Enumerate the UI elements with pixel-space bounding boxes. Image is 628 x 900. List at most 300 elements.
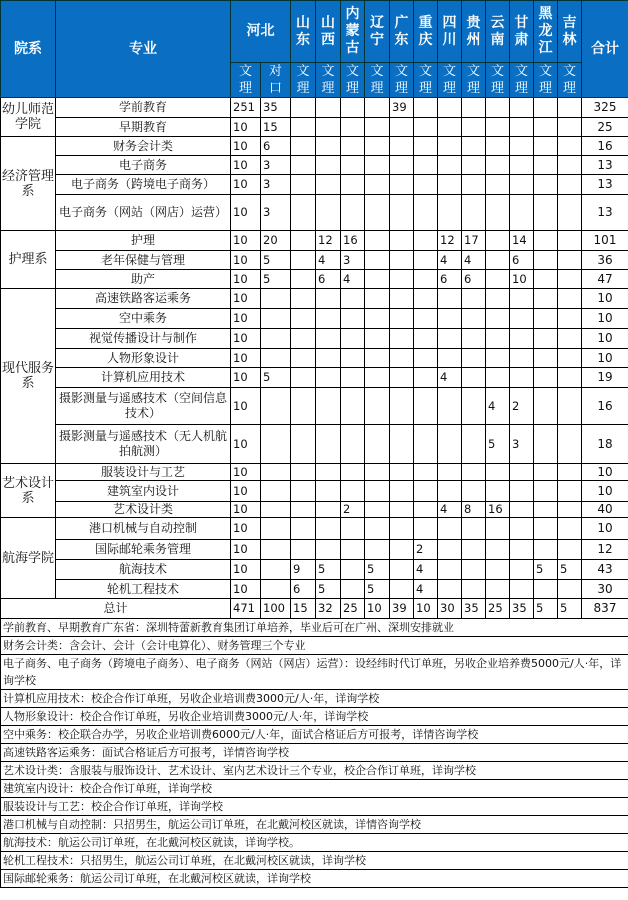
quota-cell [261,540,291,560]
quota-cell [261,502,291,518]
quota-cell [558,251,582,270]
quota-cell [438,175,462,195]
quota-cell [365,251,390,270]
quota-cell [341,137,365,156]
quota-cell [438,349,462,368]
quota-cell [390,289,414,309]
quota-cell [534,98,558,118]
quota-cell [261,349,291,368]
header-subject-type: 文理 [414,63,438,98]
quota-cell: 10 [231,156,261,175]
quota-cell [534,137,558,156]
quota-cell [486,464,510,481]
quota-cell: 4 [414,580,438,599]
quota-cell [534,464,558,481]
quota-cell [261,560,291,580]
quota-cell [486,580,510,599]
quota-cell: 4 [341,270,365,289]
major-name: 护理 [56,231,231,251]
quota-cell [316,175,341,195]
quota-cell: 5 [365,580,390,599]
quota-cell [486,329,510,349]
quota-cell [316,502,341,518]
quota-cell [462,540,486,560]
summary-label: 总计 [1,599,231,619]
department-cell: 现代服务系 [1,289,56,464]
quota-cell [291,388,316,425]
row-total: 43 [582,560,628,580]
summary-cell: 39 [390,599,414,619]
quota-cell [438,464,462,481]
table-row [1,502,628,518]
quota-cell: 251 [231,98,261,118]
table-row [1,518,628,540]
quota-cell [414,425,438,464]
quota-cell: 17 [462,231,486,251]
quota-cell [462,388,486,425]
header-province: 山西 [316,1,341,63]
quota-cell [486,309,510,329]
quota-cell [438,309,462,329]
quota-cell: 6 [510,251,534,270]
quota-cell [390,118,414,137]
quota-cell: 10 [231,329,261,349]
quota-cell [341,195,365,231]
major-name: 财务会计类 [56,137,231,156]
quota-cell [438,518,462,540]
quota-cell [365,195,390,231]
quota-cell [486,560,510,580]
major-name: 计算机应用技术 [56,368,231,388]
note-row [1,744,628,762]
quota-cell [291,156,316,175]
quota-cell [558,175,582,195]
header-subject-type: 文理 [341,63,365,98]
table-row [1,251,628,270]
table-row [1,464,628,481]
major-name: 建筑室内设计 [56,481,231,502]
quota-cell: 5 [365,560,390,580]
header-subject-type: 文理 [462,63,486,98]
quota-cell [438,425,462,464]
quota-cell [534,425,558,464]
major-name: 港口机械与自动控制 [56,518,231,540]
quota-cell: 5 [316,580,341,599]
quota-cell [510,560,534,580]
note-text: 人物形象设计：校企合作订单班，另收企业培训费3000元/人·年，详询学校 [1,708,628,726]
quota-cell [390,309,414,329]
quota-cell [438,560,462,580]
quota-cell [462,518,486,540]
major-name: 航海技术 [56,560,231,580]
quota-cell [414,231,438,251]
department-cell: 幼儿师范学院 [1,98,56,137]
header-province: 内蒙古 [341,1,365,63]
quota-cell [316,540,341,560]
quota-cell [510,368,534,388]
quota-cell [534,540,558,560]
quota-cell [486,231,510,251]
quota-cell [341,580,365,599]
quota-cell: 2 [341,502,365,518]
note-text: 航海技术：航运公司订单班，在北戴河校区就读，详询学校。 [1,834,628,852]
table-row [1,560,628,580]
quota-cell [365,425,390,464]
quota-cell [558,425,582,464]
quota-cell [510,156,534,175]
note-row [1,852,628,870]
quota-cell: 10 [231,481,261,502]
quota-cell: 10 [231,540,261,560]
quota-cell [390,349,414,368]
quota-cell [365,502,390,518]
quota-cell [462,368,486,388]
quota-cell [462,289,486,309]
note-row [1,762,628,780]
quota-cell [291,464,316,481]
quota-cell [414,118,438,137]
quota-cell: 16 [486,502,510,518]
quota-cell [365,518,390,540]
quota-cell [534,580,558,599]
major-name: 空中乘务 [56,309,231,329]
summary-cell: 471 [231,599,261,619]
quota-cell [316,368,341,388]
table-row [1,195,628,231]
table-row [1,175,628,195]
header-province: 云南 [486,1,510,63]
quota-cell [365,329,390,349]
quota-cell [558,137,582,156]
table-row [1,231,628,251]
table-row [1,349,628,368]
quota-cell [486,118,510,137]
note-text: 港口机械与自动控制：只招男生，航运公司订单班，在北戴河校区就读，详情咨询学校 [1,816,628,834]
quota-cell [341,425,365,464]
header-province: 重庆 [414,1,438,63]
quota-cell [291,368,316,388]
quota-cell [261,518,291,540]
quota-cell [365,156,390,175]
quota-cell [291,270,316,289]
quota-cell [462,175,486,195]
header-subject-type: 文理 [231,63,261,98]
quota-cell [390,425,414,464]
note-row [1,798,628,816]
major-name: 人物形象设计 [56,349,231,368]
note-row [1,870,628,888]
quota-cell [534,156,558,175]
quota-cell [390,481,414,502]
header-dept: 院系 [1,1,56,98]
quota-cell [291,175,316,195]
quota-cell [510,137,534,156]
quota-cell [390,540,414,560]
row-total: 40 [582,502,628,518]
note-text: 电子商务、电子商务（跨境电子商务）、电子商务（网站（网店）运营）：设经纬时代订单班，另收企业培养费5000元/人·年，详询学校 [1,655,628,690]
quota-cell [462,464,486,481]
quota-cell [438,580,462,599]
quota-cell [365,309,390,329]
quota-cell [291,425,316,464]
quota-cell [534,289,558,309]
quota-cell [534,518,558,540]
quota-cell [390,195,414,231]
summary-cell: 10 [414,599,438,619]
quota-cell [261,289,291,309]
quota-cell [414,195,438,231]
quota-cell [316,388,341,425]
quota-cell [438,388,462,425]
major-name: 学前教育 [56,98,231,118]
quota-cell [414,481,438,502]
quota-cell [261,464,291,481]
quota-cell [534,118,558,137]
summary-cell: 32 [316,599,341,619]
row-total: 36 [582,251,628,270]
quota-cell [341,349,365,368]
quota-cell [462,309,486,329]
quota-cell [365,349,390,368]
quota-cell: 10 [231,518,261,540]
summary-cell: 10 [365,599,390,619]
major-name: 视觉传播设计与制作 [56,329,231,349]
quota-cell [558,481,582,502]
row-total: 30 [582,580,628,599]
quota-cell [486,540,510,560]
quota-cell [438,481,462,502]
quota-cell [291,518,316,540]
quota-cell [365,464,390,481]
header-subject-type: 文理 [365,63,390,98]
quota-cell [414,289,438,309]
quota-cell [534,195,558,231]
quota-cell [558,270,582,289]
quota-cell [341,289,365,309]
header-province: 广东 [390,1,414,63]
quota-cell [291,481,316,502]
quota-cell [341,309,365,329]
quota-cell: 12 [316,231,341,251]
quota-cell [534,309,558,329]
department-cell: 艺术设计系 [1,464,56,518]
summary-cell: 5 [558,599,582,619]
quota-cell [558,502,582,518]
quota-cell [486,251,510,270]
quota-cell [414,98,438,118]
quota-cell [438,329,462,349]
quota-cell [558,156,582,175]
grand-total: 837 [582,599,628,619]
major-name: 轮机工程技术 [56,580,231,599]
quota-cell [510,98,534,118]
header-subject-type: 文理 [534,63,558,98]
quota-cell [534,368,558,388]
quota-cell [341,388,365,425]
quota-cell [558,98,582,118]
quota-cell [558,231,582,251]
quota-cell [316,118,341,137]
note-text: 计算机应用技术：校企合作订单班，另收企业培训费3000元/人·年，详询学校 [1,690,628,708]
quota-cell [316,98,341,118]
quota-cell [534,388,558,425]
quota-cell [414,251,438,270]
quota-cell [558,518,582,540]
quota-cell [558,540,582,560]
quota-cell [462,118,486,137]
header-subject-type: 文理 [510,63,534,98]
quota-cell [534,270,558,289]
quota-cell [316,289,341,309]
quota-cell: 4 [438,502,462,518]
quota-cell [390,580,414,599]
quota-cell: 35 [261,98,291,118]
quota-cell [486,156,510,175]
quota-cell [365,231,390,251]
quota-cell [291,98,316,118]
row-total: 12 [582,540,628,560]
header-province: 黑龙江 [534,1,558,63]
quota-cell [462,329,486,349]
quota-cell: 10 [231,195,261,231]
quota-cell [510,464,534,481]
quota-cell [291,349,316,368]
note-text: 艺术设计类：含服装与服饰设计、艺术设计、室内艺术设计三个专业，校企合作订单班，详询学校 [1,762,628,780]
row-total: 13 [582,175,628,195]
quota-cell [486,368,510,388]
header-subject-type: 文理 [390,63,414,98]
quota-cell [414,502,438,518]
table-row [1,481,628,502]
quota-cell [486,270,510,289]
quota-cell [291,540,316,560]
row-total: 10 [582,309,628,329]
quota-cell [316,425,341,464]
quota-cell [390,502,414,518]
quota-cell [291,118,316,137]
quota-cell [365,270,390,289]
row-total: 10 [582,289,628,309]
row-total: 325 [582,98,628,118]
quota-cell [510,289,534,309]
header-province: 吉林 [558,1,582,63]
quota-cell: 6 [316,270,341,289]
quota-cell [510,481,534,502]
quota-cell [462,156,486,175]
quota-cell: 4 [414,560,438,580]
quota-cell [414,518,438,540]
table-row [1,137,628,156]
table-row [1,425,628,464]
header-subject-type: 文理 [438,63,462,98]
quota-cell: 3 [341,251,365,270]
quota-cell [261,425,291,464]
quota-cell: 5 [261,270,291,289]
major-name: 电子商务（跨境电子商务） [56,175,231,195]
quota-cell [438,540,462,560]
quota-cell [341,329,365,349]
major-name: 国际邮轮乘务管理 [56,540,231,560]
quota-cell [558,289,582,309]
quota-cell: 10 [231,118,261,137]
quota-cell: 4 [462,251,486,270]
major-name: 助产 [56,270,231,289]
quota-cell: 4 [316,251,341,270]
row-total: 10 [582,349,628,368]
header-province: 贵州 [462,1,486,63]
quota-cell [365,388,390,425]
quota-cell [414,175,438,195]
row-total: 10 [582,464,628,481]
quota-cell [438,137,462,156]
header-total: 合计 [582,1,628,98]
note-text: 国际邮轮乘务：航运公司订单班，在北戴河校区就读，详询学校 [1,870,628,888]
quota-cell [558,368,582,388]
major-name: 摄影测量与遥感技术（无人机航拍航测） [56,425,231,464]
summary-row [1,599,628,619]
quota-cell: 10 [231,388,261,425]
quota-cell [534,349,558,368]
header-subject-type: 文理 [558,63,582,98]
quota-cell [341,118,365,137]
quota-cell [341,540,365,560]
quota-cell [486,481,510,502]
quota-cell: 5 [486,425,510,464]
quota-cell [414,464,438,481]
summary-cell: 25 [486,599,510,619]
quota-cell [534,502,558,518]
quota-cell [510,195,534,231]
row-total: 10 [582,329,628,349]
row-total: 10 [582,481,628,502]
quota-cell [365,175,390,195]
quota-cell [390,175,414,195]
quota-cell: 3 [510,425,534,464]
quota-cell [261,329,291,349]
quota-cell [510,540,534,560]
quota-cell: 4 [438,368,462,388]
header-major: 专业 [56,1,231,98]
major-name: 艺术设计类 [56,502,231,518]
quota-cell [291,309,316,329]
quota-cell [316,156,341,175]
table-row [1,329,628,349]
quota-cell [316,349,341,368]
quota-cell [365,137,390,156]
header-province: 辽宁 [365,1,390,63]
quota-cell [390,518,414,540]
quota-cell: 10 [231,137,261,156]
quota-cell [390,388,414,425]
quota-cell [558,388,582,425]
quota-cell [390,560,414,580]
quota-cell [414,388,438,425]
quota-cell [414,270,438,289]
quota-cell: 10 [231,425,261,464]
summary-cell: 35 [462,599,486,619]
header-province: 四川 [438,1,462,63]
quota-cell: 14 [510,231,534,251]
summary-cell: 15 [291,599,316,619]
note-row [1,834,628,852]
quota-cell [558,580,582,599]
quota-cell [291,329,316,349]
note-text: 轮机工程技术：只招男生，航运公司订单班，在北戴河校区就读，详询学校 [1,852,628,870]
quota-cell [510,175,534,195]
quota-cell [534,481,558,502]
quota-cell [390,270,414,289]
quota-cell [316,464,341,481]
